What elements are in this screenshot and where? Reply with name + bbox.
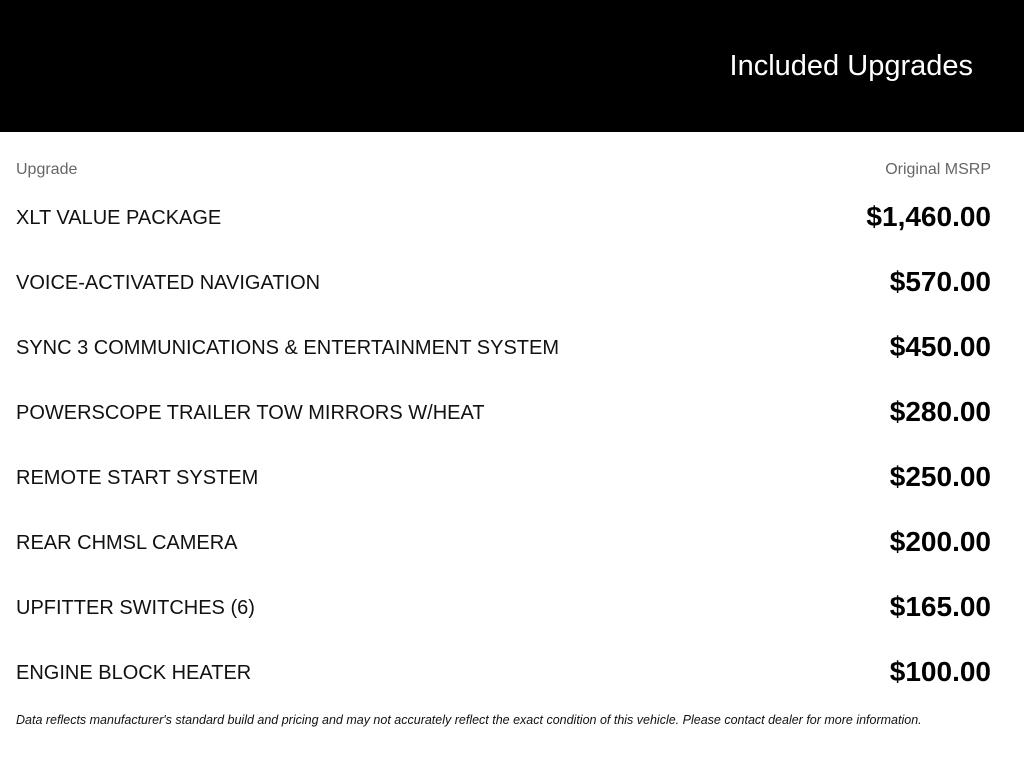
- upgrade-name: SYNC 3 COMMUNICATIONS & ENTERTAINMENT SYSTEM: [16, 337, 560, 359]
- list-item: [16, 315, 991, 380]
- header-banner: [0, 0, 1024, 132]
- upgrade-price: $450.00: [889, 331, 991, 362]
- upgrade-price: $570.00: [889, 266, 991, 297]
- upgrades-list: [16, 185, 991, 705]
- upgrade-name: VOICE-ACTIVATED NAVIGATION: [16, 272, 321, 294]
- upgrade-price: $1,460.00: [866, 201, 991, 232]
- list-item: [16, 445, 991, 510]
- list-item: [16, 380, 991, 445]
- upgrade-price: $200.00: [889, 526, 991, 557]
- upgrade-name: POWERSCOPE TRAILER TOW MIRRORS W/HEAT: [16, 402, 485, 424]
- upgrade-price: $100.00: [889, 656, 991, 687]
- upgrade-price: $280.00: [889, 396, 991, 427]
- upgrade-name: ENGINE BLOCK HEATER: [16, 662, 252, 684]
- list-item: [16, 575, 991, 640]
- list-item: [16, 185, 991, 250]
- list-item: [16, 640, 991, 705]
- column-header-msrp: Original MSRP: [885, 161, 991, 178]
- list-item: [16, 510, 991, 575]
- upgrade-name: XLT VALUE PACKAGE: [16, 207, 222, 229]
- upgrade-price: $250.00: [889, 461, 991, 492]
- upgrade-name: REAR CHMSL CAMERA: [16, 532, 238, 554]
- upgrade-price: $165.00: [889, 591, 991, 622]
- disclaimer-text: Data reflects manufacturer's standard build and pricing and may not accurately reflect the exact condition of this vehicle. Please contact dealer for more information.: [16, 713, 922, 727]
- page-title: Included Upgrades: [729, 50, 973, 82]
- list-item: [16, 250, 991, 315]
- upgrade-name: REMOTE START SYSTEM: [16, 467, 259, 489]
- upgrade-name: UPFITTER SWITCHES (6): [16, 597, 255, 619]
- column-header-upgrade: Upgrade: [16, 161, 78, 178]
